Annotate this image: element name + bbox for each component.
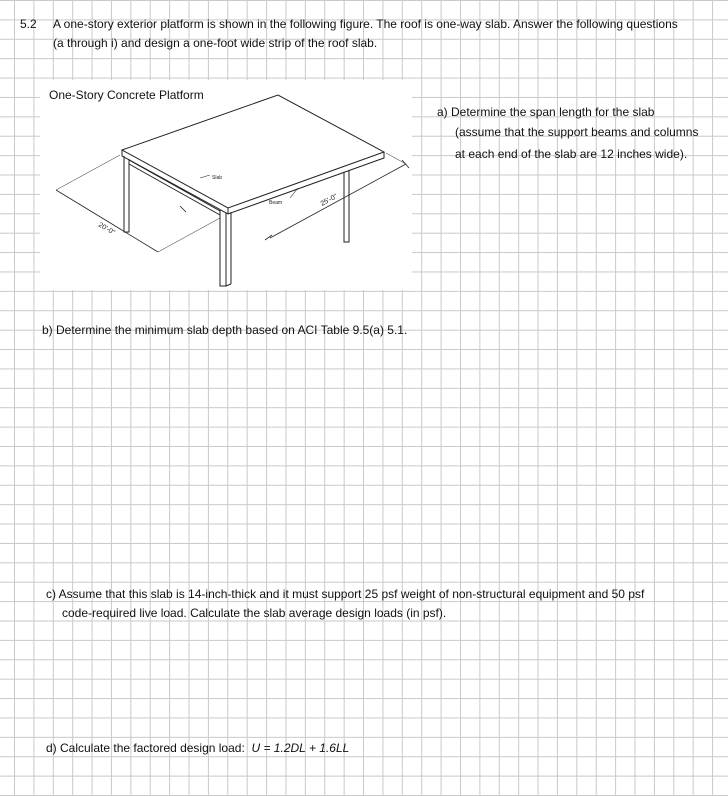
column-front-corner: [220, 210, 226, 286]
roof-slab-top: [122, 95, 384, 208]
problem-number: 5.2: [20, 17, 37, 31]
question-d: [46, 740, 349, 756]
factored-load-equation: U = 1.2DL + 1.6LL: [251, 741, 350, 755]
question-c-line-2: code-required live load. Calculate the slab average design loads (in psf).: [62, 606, 447, 620]
column-front-left: [124, 156, 129, 232]
question-c-line-1: c) Assume that this slab is 14-inch-thick and it must support 25 psf weight of non-structural equipment and 50 psf: [46, 587, 645, 601]
figure-title: One-Story Concrete Platform: [49, 88, 204, 102]
problem-intro-line-2: (a through i) and design a one-foot wide strip of the roof slab.: [53, 36, 378, 50]
question-a-line-3: at each end of the slab are 12 inches wide).: [455, 147, 688, 161]
problem-intro-line-1: A one-story exterior platform is shown in the following figure. The roof is one-way slab. Answer the following questions: [53, 17, 678, 31]
question-a-line-1: a) Determine the span length for the slab: [437, 105, 655, 119]
question-a-line-2: (assume that the support beams and columns: [455, 125, 699, 139]
dimension-line-width: [56, 190, 158, 252]
dimension-label-width: 20'-0": [97, 221, 116, 237]
column-right: [344, 170, 349, 242]
question-d-label: d) Calculate the factored design load:: [46, 741, 245, 755]
dimension-label-length: 25'-0": [319, 193, 339, 208]
beam-label: Beam: [269, 200, 283, 206]
platform-isometric-drawing: [40, 80, 412, 290]
question-b: b) Determine the minimum slab depth based on ACI Table 9.5(a) 5.1.: [42, 323, 408, 337]
slab-label: Slab: [212, 175, 223, 181]
